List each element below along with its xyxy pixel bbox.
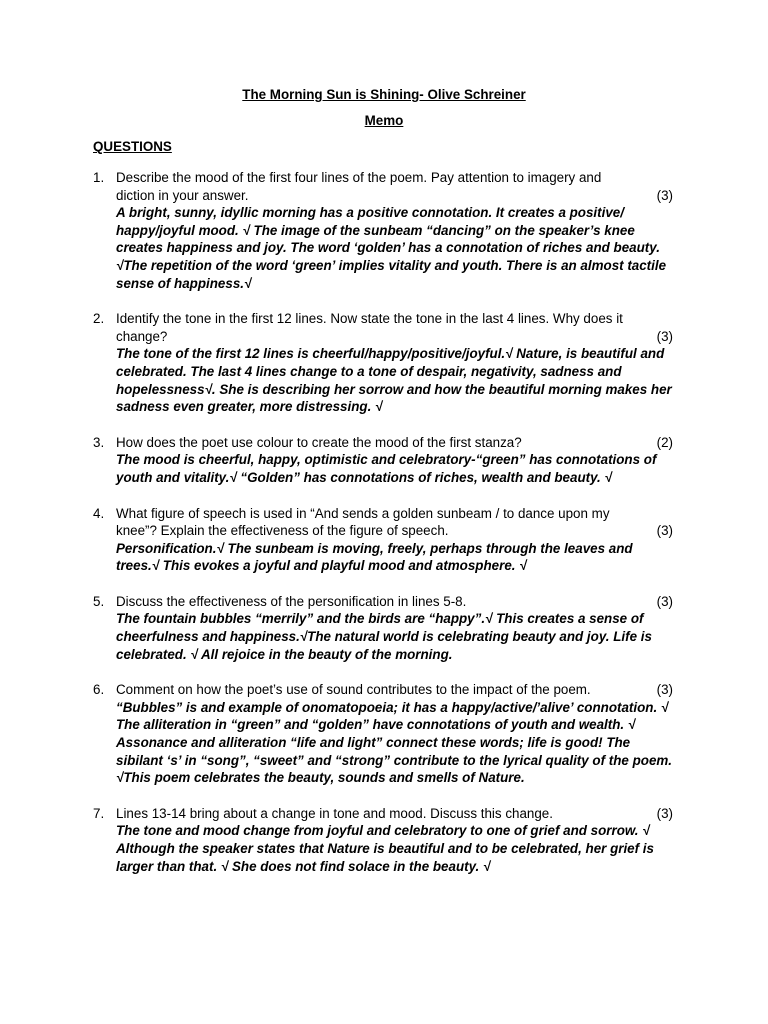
question-text: Lines 13-14 bring about a change in tone and mood. Discuss this change. [116,805,553,821]
answer-text: Personification.√ The sunbeam is moving, freely, perhaps through the leaves and trees.√ This evokes a joyful and playful mood and atmosphere. √ [116,540,633,574]
question-number: 1. [93,170,105,185]
question-marks: (3) [656,523,673,539]
answer-text: The fountain bubbles “merrily” and the birds are “happy”.√ This creates a sense of cheerfulness and happiness.√The natural world is celebrating beauty and joy. Life is celebrated. √ All rejoice in the beauty of the morning. [116,611,652,662]
question-number: 3. [93,434,105,450]
question-marks: (3) [656,682,673,698]
answer-text: The tone and mood change from joyful and celebratory to one of grief and sorrow. √ Although the speaker states that Nature is beautiful and to be celebrated, her grief is larger than that. √ She does not find solace in the beauty. √ [116,823,654,874]
question-text: What figure of speech is used in “And sends a golden sunbeam / to dance upon my knee”? Explain the effectiveness of the figure of speech. [116,505,610,539]
answer-text: A bright, sunny, idyllic morning has a positive connotation. It creates a positive/ happy/joyful mood. √ The image of the sunbeam “dancing” on the speaker’s knee creates happiness and joy. The word ‘golden’ has a connotation of riches and beauty. √The repetition of the word ‘green’ implies vitality and youth. There is an almost tactile sense of happiness.√ [116,205,667,291]
question-marks: (3) [656,593,673,609]
question-text-block [116,434,673,452]
question-text-block [116,593,673,611]
question-list [93,169,673,875]
question-text: Comment on how the poet’s use of sound contributes to the impact of the poem. [116,682,591,698]
question-number: 5. [93,593,105,609]
question-text-block [116,681,673,699]
question-text-block [116,310,673,345]
question-item [93,805,673,875]
question-item [93,434,673,487]
document-subtitle: Memo [364,113,404,128]
question-item [93,505,673,575]
question-number: 4. [93,505,105,521]
question-marks: (3) [656,805,673,821]
question-text-block [116,805,673,823]
question-marks: (3) [656,328,673,344]
question-text: Describe the mood of the first four lines of the poem. Pay attention to imagery and diction in your answer. [116,170,602,203]
question-marks: (3) [656,187,673,203]
question-item [93,593,673,663]
question-marks: (2) [656,434,673,450]
question-item [93,681,673,787]
question-text-block [116,505,673,540]
question-text: How does the poet use colour to create the mood of the first stanza? [116,434,522,450]
question-number: 6. [93,682,105,698]
question-number: 7. [93,805,105,821]
answer-text: The mood is cheerful, happy, optimistic and celebratory-“green” has connotations of youth and vitality.√ “Golden” has connotations of riches, wealth and beauty. √ [116,452,657,485]
answer-text: “Bubbles” is and example of onomatopoeia; it has a happy/active/’alive’ connotation. √ The alliteration in “green” and “golden” have connotations of youth and wealth. √ Assonance and alliteration “life and light” connect these words; life is good! The sibilant ‘s’ in “song”, “sweet” and “strong” contribute to the lyrical quality of the poem. √This poem celebrates the beauty, sounds and smells of Nature. [116,699,673,786]
question-text: Identify the tone in the first 12 lines. Now state the tone in the last 4 lines. Why does it change? [116,311,623,344]
document-title: The Morning Sun is Shining- Olive Schreiner [242,87,526,102]
question-text: Discuss the effectiveness of the personification in lines 5-8. [116,593,467,609]
section-heading: QUESTIONS [93,139,172,154]
answer-text: The tone of the first 12 lines is cheerful/happy/positive/joyful.√ Nature, is beautiful and celebrated. The last 4 lines change to a tone of despair, negativity, sadness and hopelessness√. She is describing her sorrow and how the beautiful morning makes her sadness even greater, more distressing. √ [116,346,672,415]
question-item [93,310,673,416]
question-text-block [116,169,673,204]
question-number: 2. [93,311,105,327]
question-item [93,169,673,292]
